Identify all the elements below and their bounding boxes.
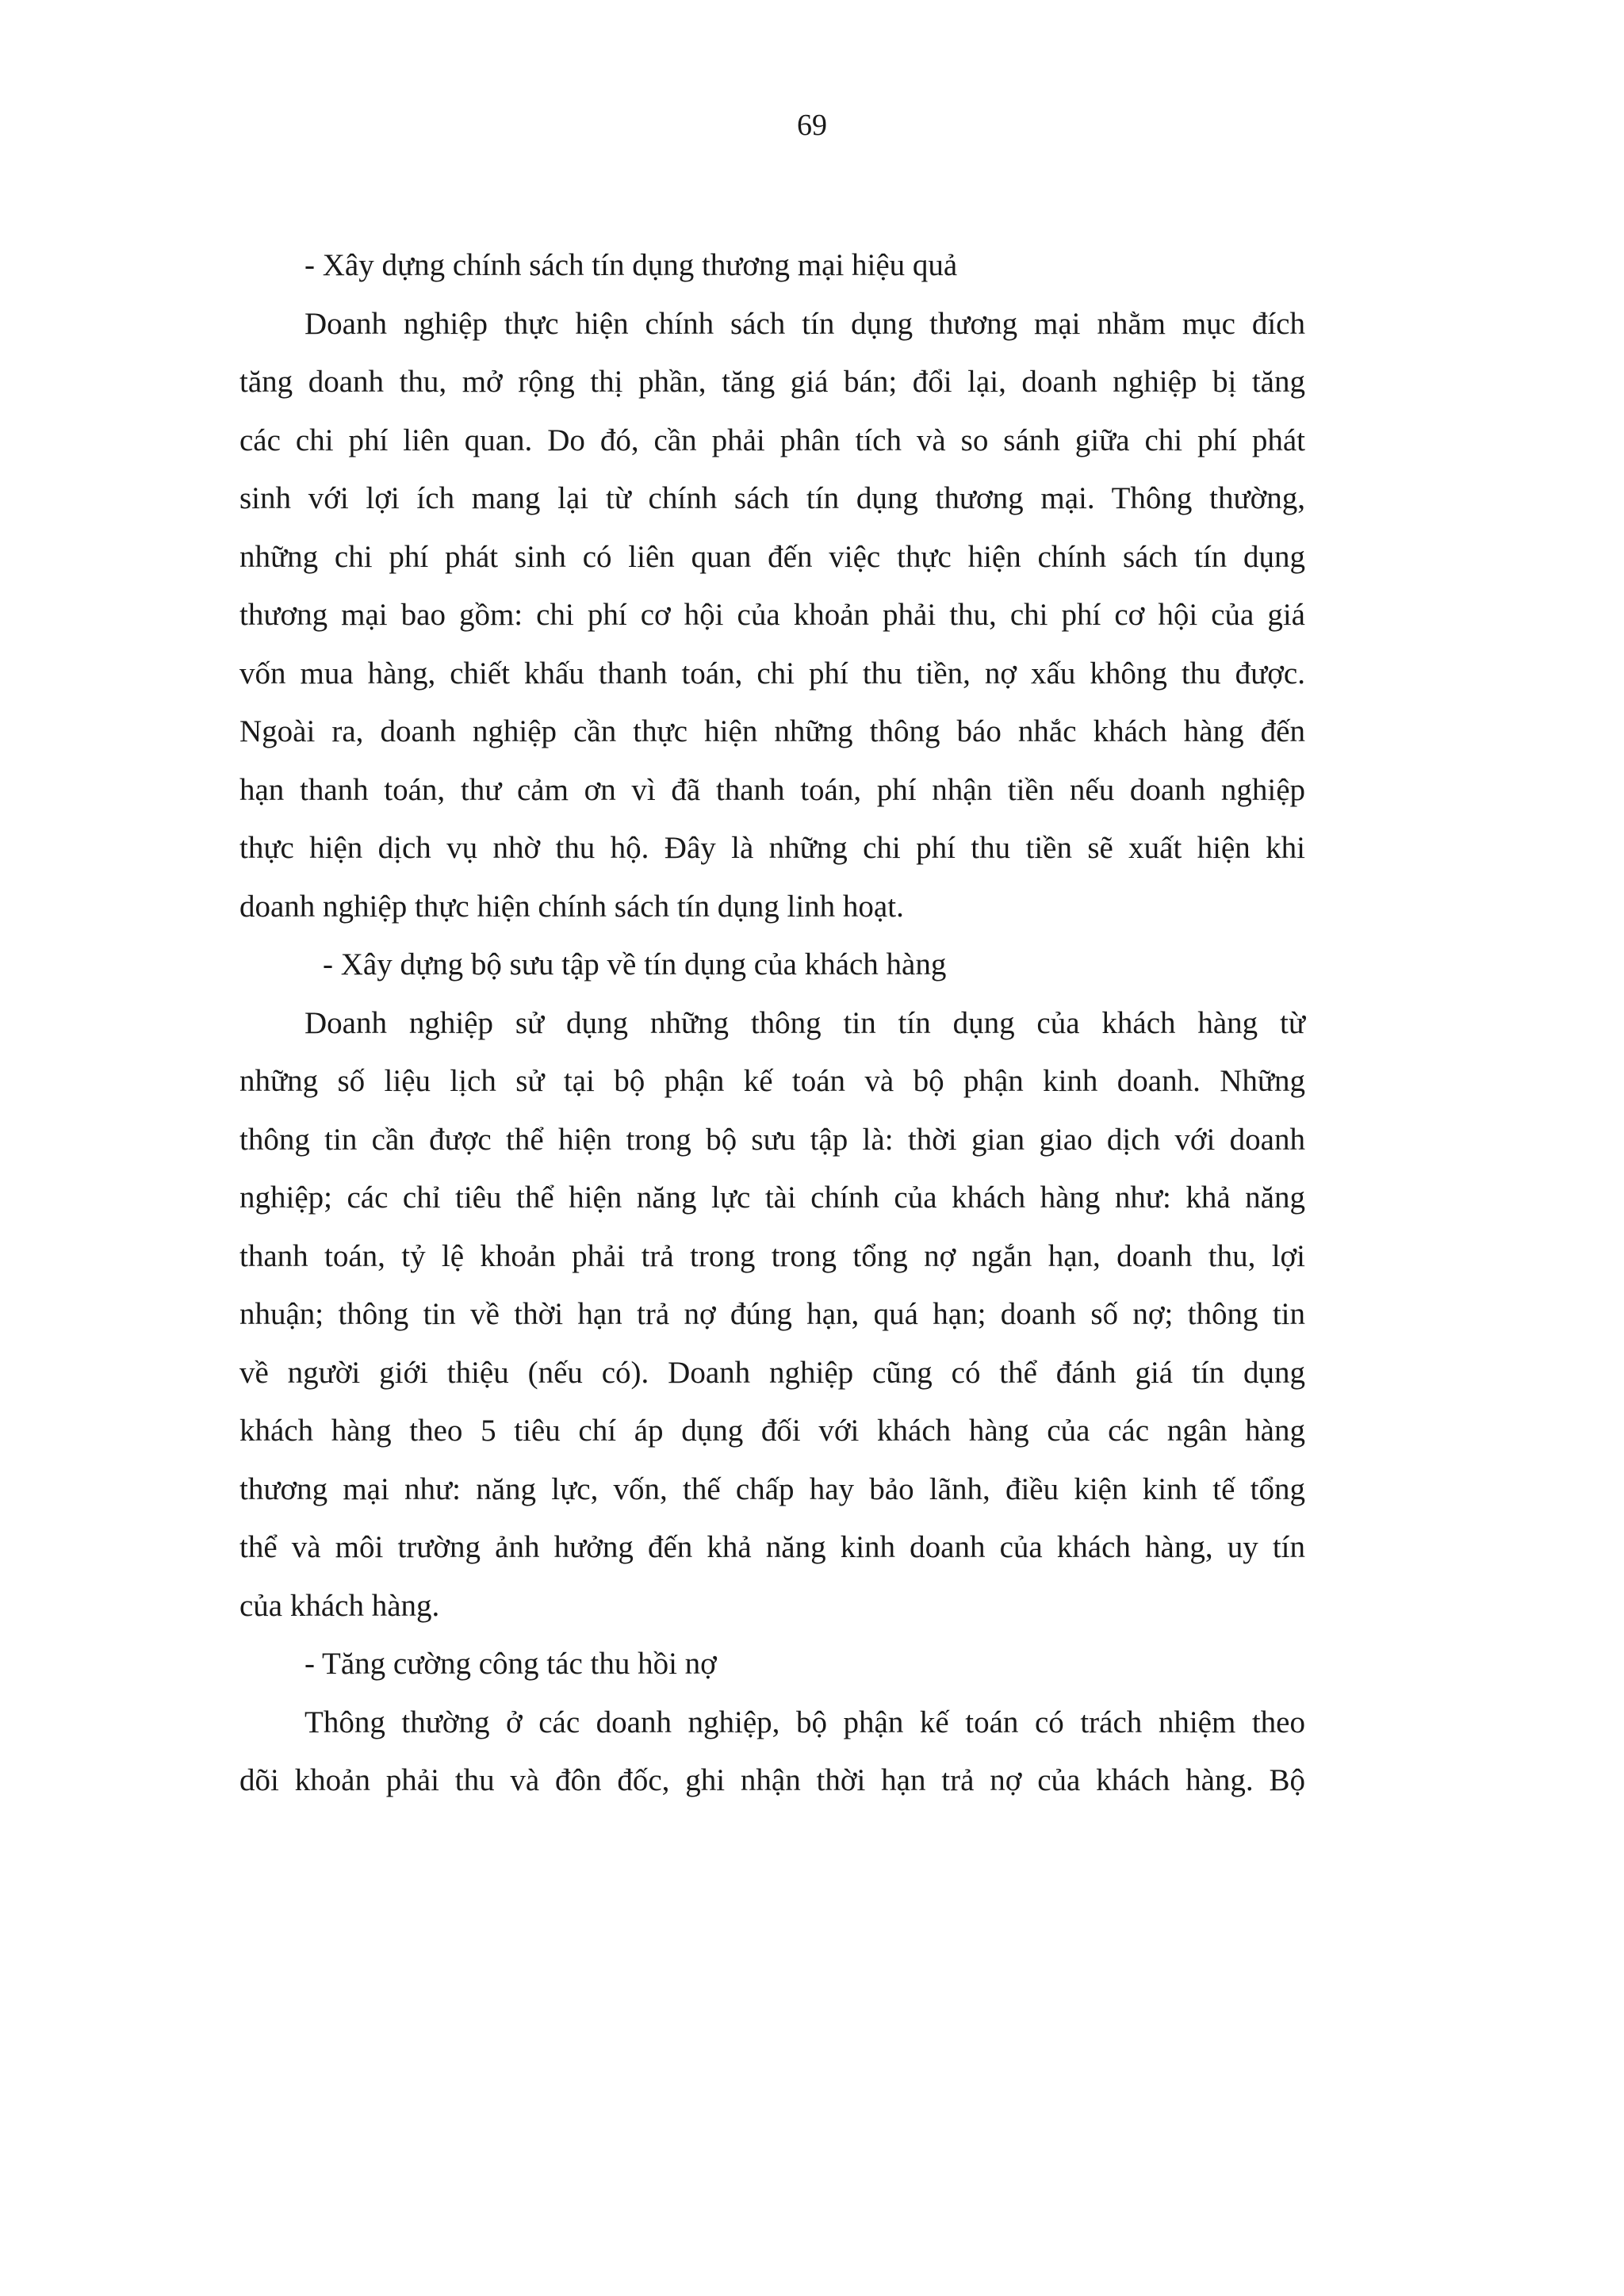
paragraph-line: Doanh nghiệp thực hiện chính sách tín dụng thương mại nhằm mục đích (304, 306, 1305, 341)
paragraph-line: Thông thường ở các doanh nghiệp, bộ phận kế toán có trách nhiệm theo (304, 1705, 1305, 1739)
paragraph-line: các chi phí liên quan. Do đó, cần phải phân tích và so sánh giữa chi phí phát (239, 423, 1305, 457)
paragraph-line: thể và môi trường ảnh hưởng đến khả năng kinh doanh của khách hàng, uy tín (239, 1530, 1305, 1564)
paragraph-line: doanh nghiệp thực hiện chính sách tín dụng linh hoạt. (239, 889, 904, 924)
paragraph-line: thanh toán, tỷ lệ khoản phải trả trong trong tổng nợ ngắn hạn, doanh thu, lợi (239, 1238, 1305, 1273)
paragraph-line: vốn mua hàng, chiết khấu thanh toán, chi phí thu tiền, nợ xấu không thu được. (239, 656, 1305, 691)
paragraph-line: thông tin cần được thể hiện trong bộ sưu tập là: thời gian giao dịch với doanh (239, 1122, 1305, 1157)
paragraph-line: dõi khoản phải thu và đôn đốc, ghi nhận thời hạn trả nợ của khách hàng. Bộ (239, 1763, 1305, 1797)
paragraph-line: những chi phí phát sinh có liên quan đến việc thực hiện chính sách tín dụng (239, 539, 1305, 574)
paragraph-line: tăng doanh thu, mở rộng thị phần, tăng giá bán; đổi lại, doanh nghiệp bị tăng (239, 365, 1305, 399)
paragraph-line: về người giới thiệu (nếu có). Doanh nghiệp cũng có thể đánh giá tín dụng (239, 1355, 1305, 1390)
paragraph-line: nghiệp; các chỉ tiêu thể hiện năng lực tài chính của khách hàng như: khả năng (239, 1181, 1305, 1215)
paragraph-line: hạn thanh toán, thư cảm ơn vì đã thanh toán, phí nhận tiền nếu doanh nghiệp (239, 772, 1305, 807)
page-number: 69 (797, 109, 827, 142)
paragraph-line: của khách hàng. (239, 1588, 440, 1623)
section-heading: - Tăng cường công tác thu hồi nợ (304, 1647, 717, 1681)
paragraph-line: thực hiện dịch vụ nhờ thu hộ. Đây là những chi phí thu tiền sẽ xuất hiện khi (239, 831, 1305, 865)
paragraph-line: những số liệu lịch sử tại bộ phận kế toán và bộ phận kinh doanh. Những (239, 1064, 1305, 1098)
paragraph-line: thương mại bao gồm: chi phí cơ hội của khoản phải thu, chi phí cơ hội của giá (239, 598, 1305, 632)
paragraph-line: Doanh nghiệp sử dụng những thông tin tín dụng của khách hàng từ (304, 1005, 1305, 1040)
section-heading: - Xây dựng bộ sưu tập về tín dụng của khách hàng (323, 947, 947, 982)
paragraph-line: khách hàng theo 5 tiêu chí áp dụng đối với khách hàng của các ngân hàng (239, 1414, 1305, 1448)
paragraph-line: Ngoài ra, doanh nghiệp cần thực hiện những thông báo nhắc khách hàng đến (239, 714, 1305, 748)
paragraph-line: nhuận; thông tin về thời hạn trả nợ đúng hạn, quá hạn; doanh số nợ; thông tin (239, 1297, 1305, 1331)
section-heading: - Xây dựng chính sách tín dụng thương mại hiệu quả (304, 248, 958, 282)
document-body (239, 236, 1305, 1810)
paragraph-line: thương mại như: năng lực, vốn, thế chấp hay bảo lãnh, điều kiện kinh tế tổng (239, 1471, 1305, 1506)
paragraph-line: sinh với lợi ích mang lại từ chính sách tín dụng thương mại. Thông thường, (239, 481, 1305, 515)
